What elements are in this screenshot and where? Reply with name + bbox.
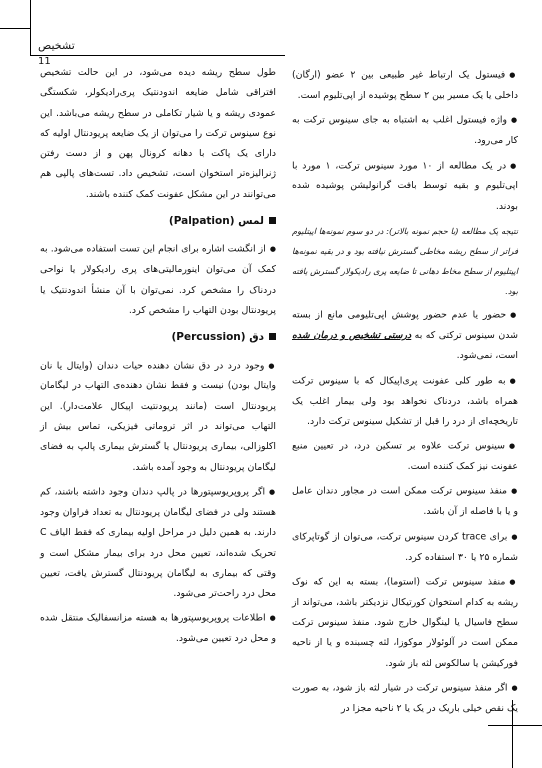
bullet-paragraph: ● فیستول یک ارتباط غیر طبیعی بین ۲ عضو (ارگان) داخلی یا یک مسیر بین ۲ سطح پوشیده از اپی‌تلیوم است. (292, 65, 518, 106)
bullet-paragraph: ● واژه فیستول اغلب به اشتباه به جای سینوس ترکت به کار می‌رود. (292, 110, 518, 151)
header-rule (30, 55, 285, 56)
bullet-paragraph: ● از انگشت اشاره برای انجام این تست استفاده می‌شود. به کمک آن می‌توان اینورمالیتی‌های پری رادیکولار یا نواحی دردناک را مشخص کرد. نمی‌توان با آن منشأ اندودنتیک یا پریودنتال بودن التهاب را مشخص کرد. (40, 239, 276, 321)
crop-mark-top-left-vertical (30, 0, 31, 56)
bullet-paragraph: ● به طور کلی عفونت پری‌اپیکال که با سینوس ترکت همراه باشد، دردناک نخواهد بود ولی بیمار اغلب یک تاریخچه‌ای از درد را قبل از تشکیل سینوس ترکت دارد. (292, 371, 518, 433)
bullet-paragraph: ● اگر پروپریوسپتورها در پالپ دندان وجود داشته باشند، کم هستند ولی در فضای لیگامان پریودنتال به تعداد فراوان وجود دارند. به همین دلیل در مراحل اولیه بیماری که فقط الیاف C تحریک شده‌اند، تعیین محل درد برای بیمار مشکل است و وقتی که بیماری به لیگامان پریودنتال گسترش یافت، تعیین محل درد راحت‌تر می‌شود. (40, 482, 276, 604)
bullet-paragraph: ● در یک مطالعه از ۱۰ مورد سینوس ترکت، ۱ مورد با اپی‌تلیوم و بقیه توسط بافت گرانولیشن پوشیده شده بودند. (292, 156, 518, 218)
section-heading-text: دق (Percussion) (171, 331, 264, 344)
square-bullet-icon (269, 217, 276, 224)
bullet-paragraph: ● اطلاعات پروپریوسپتورها به هسته مزانسفالیک منتقل شده و محل درد تعیین می‌شود. (40, 608, 276, 649)
paragraph: طول سطح ریشه دیده می‌شود، در این حالت تشخیص افتراقی شامل ضایعه اندودنتیک پری‌رادیکولر، شکستگی عمودی ریشه و یا شیار تکاملی در سطح ریشه می‌باشد. این نوع سینوس ترکت را می‌توان از یک ضایعه پریودنتال اولیه که دارای یک پاکت با دهانه کرونال پهن و از دست رفتن ژنرالیزه‌تر استخوان است، تشخیص داد. تست‌های پالپی هم می‌توانند در این مشکل عفونت کمک کننده باشند. (40, 67, 276, 200)
bullet-paragraph: ● اگر منفذ سینوس ترکت در شیار لثه باز شود، به صورت یک نقص خیلی باریک در یک یا ۲ ناحیه مجزا در (292, 678, 518, 719)
bullet-paragraph: ● برای trace کردن سینوس ترکت، می‌توان از گوتاپرکای شماره ۲۵ یا ۳۰ استفاده کرد. (292, 527, 518, 568)
page-number: 11 (38, 56, 51, 67)
emphasized-text: درستی تشخیص و درمان شده (292, 330, 412, 341)
crop-mark-bottom-right-horizontal (488, 725, 542, 726)
bullet-paragraph: ● حضور یا عدم حضور پوشش اپی‌تلیومی مانع از بسته شدن سینوس ترکتی که به درستی تشخیص و درمان شده است، نمی‌شود. (292, 305, 518, 367)
bullet-paragraph: ● منفذ سینوس ترکت (استوما)، بسته به این که نوک ریشه به کدام استخوان کورتیکال نزدیکتر باشد، می‌تواند از سطح فاسیال یا لینگوال خارج شود. منفذ سینوس ترکت ممکن است در آلوئولار موکوزا، لثه چسبنده و یا از ناحیه فورکیشن یا سالکوس لثه باز شود. (292, 572, 518, 674)
section-heading (40, 211, 276, 231)
bullet-paragraph: ● وجود درد در دق نشان دهنده حیات دندان (وایتال یا نان وایتال بودن) نیست و فقط نشان دهنده‌ی التهاب در لیگامان پریودنتال است (مانند پریودنتیت اپیکال علامت‌دار). این التهاب می‌تواند در اثر تروماتی فیزیکی، تماس بیش از اکلوزالی، بیماری پریودنتال یا گسترش بیماری پالپ به فضای لیگامان پریودنتال به وجود آمده باشد. (40, 356, 276, 478)
square-bullet-icon (269, 333, 276, 340)
section-heading (40, 327, 276, 347)
crop-mark-top-left-horizontal (0, 28, 30, 29)
section-heading-text: لمس (Palpation) (168, 215, 264, 228)
right-text-column (292, 65, 518, 723)
study-note: نتیجه یک مطالعه (با حجم نمونه بالاتر): در دو سوم نمونه‌ها اپیتلیوم فراتر از سطح ریشه مخاطی گسترش نیافته بود و در بقیه نمونه‌ها اپیتلیوم از سطح مخاط دهانی تا ضایعه پری رادیکولار گسترش یافته بود. (292, 226, 518, 297)
bullet-paragraph: ● منفذ سینوس ترکت ممکن است در مجاور دندان عامل و یا با فاصله از آن باشد. (292, 481, 518, 522)
bullet-paragraph: ● سینوس ترکت علاوه بر تسکین درد، در تعیین منبع عفونت نیز کمک کننده است. (292, 436, 518, 477)
running-header-title: تشخیص (38, 39, 75, 52)
left-text-column (40, 63, 276, 654)
